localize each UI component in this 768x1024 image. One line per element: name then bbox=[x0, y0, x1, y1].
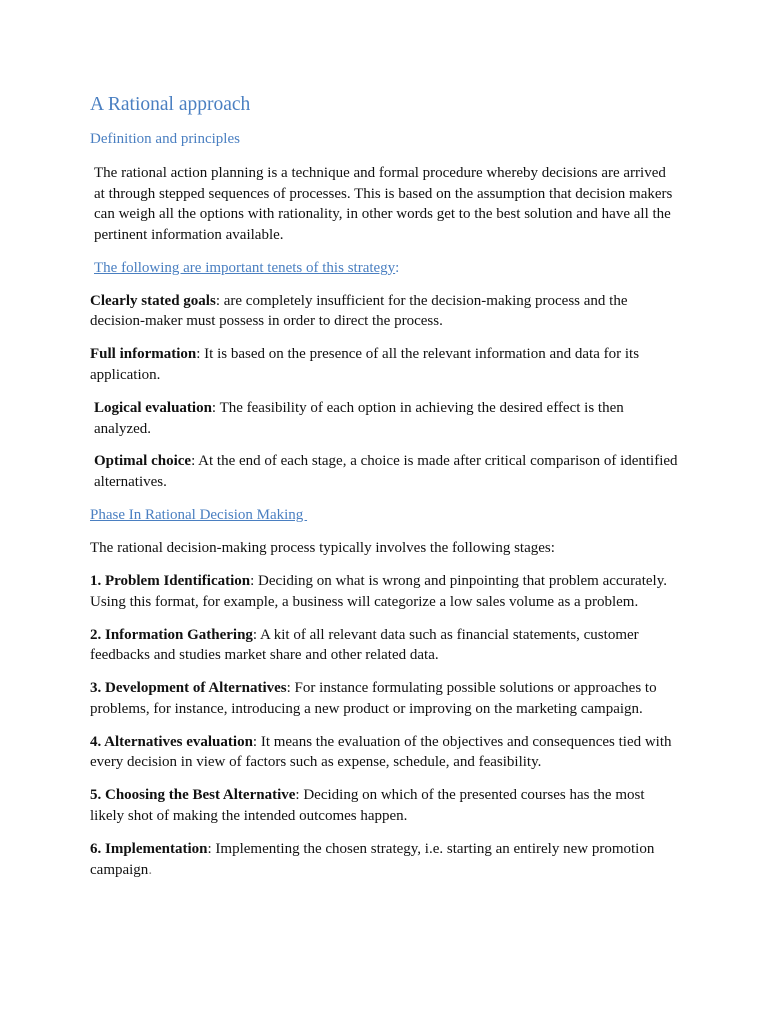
stage-text: : It means the evaluation of the objectives and consequences tied with every decision in view of factors such as expense, schedule, and feasibility. bbox=[90, 733, 672, 771]
tenets-link[interactable]: The following are important tenets of this strategy bbox=[94, 259, 396, 276]
tenet-text: : It is based on the presence of all the relevant information and data for its application. bbox=[90, 346, 640, 383]
tenet-item bbox=[90, 398, 680, 439]
tenet-item bbox=[90, 451, 680, 492]
stage-text: : Deciding on which of the presented courses has the most likely shot of making the intended outcomes happen. bbox=[90, 787, 645, 824]
stage-term: 1. Problem Identification bbox=[90, 573, 251, 590]
tenet-term: Logical evaluation bbox=[94, 399, 212, 416]
stage-item bbox=[90, 785, 680, 826]
stage-text: : Deciding on what is wrong and pinpointing that problem accurately. Using this format, for example, a business will categorize a low sales volume as a problem. bbox=[90, 573, 667, 610]
stage-item bbox=[90, 678, 680, 719]
tenet-item bbox=[90, 344, 680, 385]
page-title: A Rational approach bbox=[90, 94, 251, 115]
stage-term: 4. Alternatives evaluation bbox=[90, 733, 253, 750]
tenet-term: Full information bbox=[90, 346, 197, 363]
stage-text: : For instance formulating possible solutions or approaches to problems, for instance, introducing a new product or improving on the marketing campaign. bbox=[90, 680, 657, 717]
section-subtitle: Definition and principles bbox=[90, 131, 240, 147]
tenets-heading bbox=[90, 258, 680, 279]
phase-heading bbox=[90, 505, 680, 526]
tenet-term: Clearly stated goals bbox=[90, 292, 216, 309]
tenet-term: Optimal choice bbox=[94, 453, 192, 470]
stage-item bbox=[90, 839, 680, 880]
document-page bbox=[90, 93, 680, 893]
phase-link[interactable]: Phase In Rational Decision Making bbox=[90, 507, 308, 524]
stage-term: 3. Development of Alternatives bbox=[90, 680, 287, 697]
stage-item bbox=[90, 732, 680, 773]
tenet-text: : The feasibility of each option in achieving the desired effect is then analyzed. bbox=[94, 399, 624, 437]
stage-tail: . bbox=[148, 861, 153, 878]
tenet-item bbox=[90, 291, 680, 332]
stage-item bbox=[90, 571, 680, 612]
tenets-colon: : bbox=[395, 259, 400, 276]
stage-term: 6. Implementation bbox=[90, 840, 208, 857]
stage-item bbox=[90, 625, 680, 666]
intro-paragraph: The rational action planning is a technique and formal procedure whereby decisions are arrived at through stepped sequences of processes. This is based on the assumption that decision makers can weigh all the options with rationality, in other words get to the best solution and have all the pertinent information available. bbox=[94, 165, 673, 243]
stage-term: 2. Information Gathering bbox=[90, 626, 253, 643]
tenet-text: : At the end of each stage, a choice is made after critical comparison of identified alternatives. bbox=[94, 453, 678, 491]
phase-intro: The rational decision-making process typically involves the following stages: bbox=[90, 540, 555, 557]
stage-term: 5. Choosing the Best Alternative bbox=[90, 787, 296, 804]
tenet-text: : are completely insufficient for the decision-making process and the decision-maker must possess in order to direct the process. bbox=[90, 292, 628, 330]
stage-text: : Implementing the chosen strategy, i.e. starting an entirely new promotion campaign bbox=[90, 840, 655, 878]
stage-text: : A kit of all relevant data such as financial statements, customer feedbacks and studies market share and other related data. bbox=[90, 626, 639, 664]
